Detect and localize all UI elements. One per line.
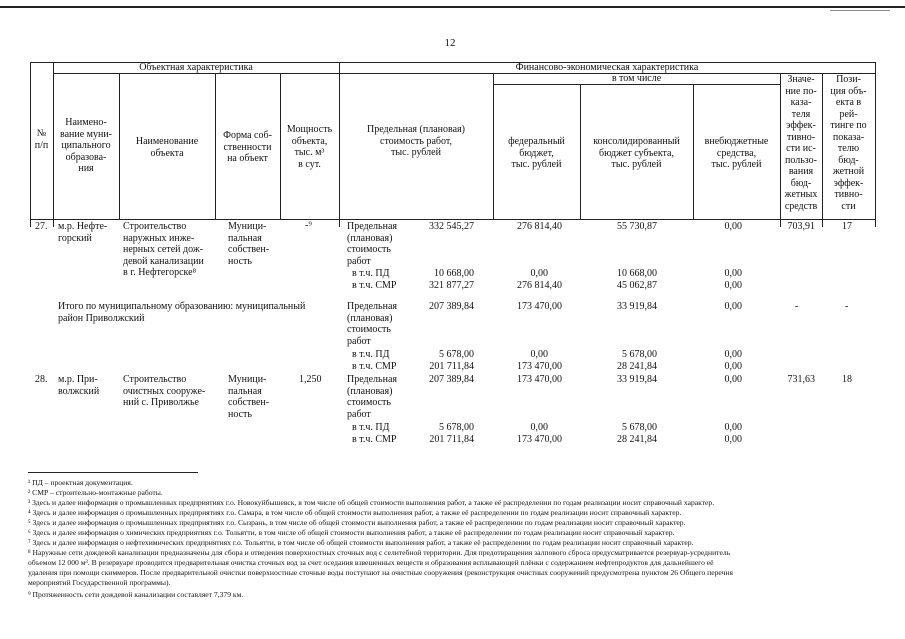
footnote: ⁹ Протяженность сети дождевой канализации составляет 7,379 км.	[28, 590, 244, 599]
row-label-line: работ	[347, 255, 371, 267]
footnote: ³ Здесь и далее информация о промышленных предприятиях г.о. Новокуйбышевск, в том числе об общей стоимости выполнения работ, а также её распределении по годам реализации носит справочный характер.	[28, 498, 715, 507]
row-cons-value: 33 919,84	[617, 374, 657, 385]
header-rank-line: телю	[837, 143, 860, 154]
row-total-value: 207 389,84	[429, 301, 474, 312]
header-rank-line: бюд-	[838, 154, 859, 166]
header-num	[30, 128, 53, 151]
row-pd-ext: 0,00	[724, 268, 742, 279]
row-label-line: стоимость	[347, 324, 391, 335]
header-mun-line: ния	[78, 163, 94, 174]
header-cons-line: консолидированный	[593, 136, 680, 147]
row-total-value: 332 545,27	[429, 221, 474, 232]
row-obj-line: Строительство	[123, 221, 187, 232]
header-fin-group: Финансово-экономическая характеристика	[515, 62, 699, 73]
row-mun-line: м.р. При-	[58, 374, 98, 385]
header-obj-name	[119, 136, 215, 159]
header-eff-line: сти ис-	[786, 143, 816, 154]
row-ext-value: 0,00	[724, 301, 742, 312]
header-mun-line: вание муни-	[59, 128, 113, 140]
header-ext-line: средства,	[716, 147, 757, 159]
row-pd-fed: 0,00	[530, 268, 548, 279]
header-eff-line: тивно-	[786, 131, 816, 143]
row-mun-line: волжский	[58, 385, 100, 397]
header-obj-group: Объектная характеристика	[139, 62, 253, 73]
row-form-line: пальная	[228, 385, 262, 397]
row-smr-ext: 0,00	[724, 361, 742, 372]
vline-right	[875, 62, 876, 220]
footnote: удаления при помощи скиммеров. После предварительной очистки поверхностные сточные воды поступают на очистные сооружения (реконструкция очистных сооружений предусмотрена пунктом 26 Общего перечня	[28, 568, 733, 577]
row-label-line: Предельная	[347, 301, 397, 312]
row-mun-line: горский	[58, 232, 92, 244]
header-power-line: Мощность	[286, 124, 333, 135]
subtotal-label-line: Итого по муниципальному образованию: муниципальный	[58, 301, 306, 312]
subtotal-label	[58, 301, 305, 324]
header-rank	[822, 74, 875, 212]
header-form-line: на объект	[227, 153, 268, 164]
row-eff-value: -	[795, 301, 799, 312]
header-eff-line: пользо-	[785, 154, 817, 166]
row-label	[347, 374, 397, 420]
header-eff-line: теля	[791, 108, 811, 120]
row-form-line: собствен-	[228, 397, 270, 408]
footnote: мероприятий Государственной программы).	[28, 578, 171, 587]
header-rank-line: екта в	[835, 97, 862, 108]
row-mun	[58, 221, 107, 244]
row-ext-value: 0,00	[724, 221, 742, 232]
row-obj-line: ний с. Приволжье	[123, 397, 199, 408]
row-smr-cons: 28 241,84	[617, 434, 657, 445]
row-obj-line: наружных инже-	[123, 232, 195, 244]
row-cons-value: 33 919,84	[617, 301, 657, 312]
row-obj	[123, 374, 205, 409]
subtotal-label-line: район Приволжский	[58, 312, 145, 324]
header-fed-line: тыс. рублей	[511, 159, 562, 170]
row-pd-cons: 5 678,00	[622, 349, 657, 360]
row-form-line: ность	[228, 408, 252, 420]
header-rank-line: рей-	[839, 108, 858, 120]
row-fed-value: 173 470,00	[517, 301, 562, 312]
row-rank-value: -	[845, 301, 849, 312]
footnote: ⁶ Здесь и далее информация о химических предприятиях г.о. Тольятти, в том числе об общей стоимости выполнения работ, а также её распределении по годам реализации носит справочный характер.	[28, 528, 675, 537]
row-label-line: Предельная	[347, 374, 397, 385]
row-smr-ext: 0,00	[724, 434, 742, 445]
footnote-separator	[28, 472, 198, 473]
row-form-line: Муници-	[228, 221, 267, 232]
footnote: ⁷ Здесь и далее информация о нефтехимических предприятиях г.о. Тольятти, в том числе об общей стоимости выполнения работ, а также её распределении по годам реализации носит справочный характер.	[28, 538, 694, 547]
row-fed-value: 276 814,40	[517, 221, 562, 232]
row-pd-label: в т.ч. ПД	[352, 349, 390, 360]
header-eff-line: каза-	[790, 97, 812, 108]
header-limit-line: тыс. рублей	[391, 147, 441, 158]
footnote: объемом 12 000 м³. В резервуаре проводится предварительная очистка сточных вод за счет оседания взвешенных веществ и образования всплывающей плёнки с содержанием нефтепродуктов для дальнейшего её	[28, 558, 714, 567]
header-rank-line: тивно-	[834, 189, 863, 200]
row-label-line: стоимость	[347, 244, 391, 255]
footnote: ¹ ПД – проектная документация.	[28, 478, 133, 487]
row-cons-value: 55 730,87	[617, 221, 657, 232]
row-label-line: работ	[347, 335, 371, 347]
row-label-line: работ	[347, 408, 371, 420]
row-label-line: (плановая)	[347, 232, 393, 244]
row-obj-line: очистных сооруже-	[123, 385, 206, 397]
row-obj-line: нерных сетей дож-	[123, 244, 204, 255]
row-num: 28.	[35, 374, 48, 385]
row-fed-value: 173 470,00	[517, 374, 562, 385]
row-power: 1,250	[299, 374, 322, 385]
vline-body-1	[53, 219, 54, 227]
row-smr-total: 201 711,84	[429, 434, 474, 445]
header-obj-name-line: объекта	[150, 147, 184, 159]
row-pd-label: в т.ч. ПД	[352, 422, 390, 433]
row-obj-line: девой канализации	[123, 255, 204, 267]
header-eff-line: жетных	[784, 189, 818, 200]
header-ext-line: внебюджетные	[704, 136, 769, 147]
row-obj-line: Строительство	[123, 374, 187, 385]
header-obj-name-line: Наименование	[135, 136, 199, 147]
header-power-line: в сут.	[298, 158, 321, 170]
row-total-value: 207 389,84	[429, 374, 474, 385]
header-power-line: тыс. м³	[294, 147, 325, 158]
header-eff-line: ние по-	[785, 85, 817, 97]
row-rank-value: 18	[842, 374, 852, 385]
row-eff-value: 703,91	[787, 221, 815, 232]
header-rank-line: Пози-	[836, 74, 861, 85]
row-smr-total: 201 711,84	[429, 361, 474, 372]
header-incl: в том числе	[611, 73, 662, 84]
footnote: ⁵ Здесь и далее информация о промышленных предприятиях г.о. Сызрань, в том числе об общей стоимости выполнения работ, а также её распределении по годам реализации носит справочный характер.	[28, 518, 686, 527]
header-eff-line: средств	[784, 200, 818, 212]
row-smr-fed: 173 470,00	[517, 434, 562, 445]
header-power	[280, 124, 339, 170]
row-pd-fed: 0,00	[530, 349, 548, 360]
vline-body-5	[339, 219, 340, 227]
row-eff-value: 731,63	[787, 374, 815, 385]
header-mun-line: Наимено-	[65, 117, 107, 128]
row-pd-fed: 0,00	[530, 422, 548, 433]
top-scan-border	[0, 6, 905, 8]
row-smr-fed: 173 470,00	[517, 361, 562, 372]
row-form	[228, 374, 269, 420]
header-eff-line: эффек-	[786, 120, 816, 131]
row-pd-label: в т.ч. ПД	[352, 268, 390, 279]
row-pd-ext: 0,00	[724, 349, 742, 360]
row-label	[347, 301, 397, 347]
header-power-line: объекта,	[291, 135, 328, 147]
header-fed	[493, 136, 580, 171]
row-obj-line: в г. Нефтегорске⁸	[123, 267, 197, 278]
header-limit	[339, 124, 493, 159]
header-eff-line: Значе-	[787, 74, 815, 85]
row-smr-cons: 28 241,84	[617, 361, 657, 372]
header-cons-line: тыс. рублей	[611, 159, 662, 170]
row-smr-total: 321 877,27	[429, 280, 474, 291]
row-power: -⁹	[305, 220, 312, 231]
footnote: ⁸ Наружные сети дождевой канализации предназначены для сбора и отведения поверхностных сточных вод с селитебной территории. Для предотвращения залпового сброса предусматривается резервуар-усреднитель	[28, 548, 731, 557]
header-fed-line: федеральный	[508, 136, 565, 147]
row-label-line: (плановая)	[347, 312, 393, 324]
row-ext-value: 0,00	[724, 374, 742, 385]
row-smr-cons: 45 062,87	[617, 280, 657, 291]
row-pd-total: 5 678,00	[439, 422, 474, 433]
row-pd-total: 5 678,00	[439, 349, 474, 360]
header-eff-line: бюд-	[790, 177, 812, 189]
top-right-mark	[830, 10, 890, 11]
header-rank-line: тинге по	[830, 120, 867, 131]
row-smr-label: в т.ч. СМР	[352, 434, 397, 445]
row-smr-label: в т.ч. СМР	[352, 280, 397, 291]
page-number: 12	[444, 37, 456, 49]
row-rank-value: 17	[842, 221, 852, 232]
header-limit-line: стоимость работ,	[380, 135, 452, 147]
header-fed-line: бюджет,	[519, 147, 554, 159]
row-pd-ext: 0,00	[724, 422, 742, 433]
header-num-line: п/п	[34, 139, 49, 151]
header-rank-line: сти	[841, 200, 856, 212]
row-obj	[123, 221, 204, 279]
row-num: 27.	[35, 221, 48, 232]
footnote: ² СМР – строительно-монтажные работы.	[28, 488, 163, 497]
header-rank-line: эффек-	[833, 177, 864, 189]
row-form	[228, 221, 269, 267]
header-eff-line: вания	[788, 166, 814, 177]
header-form-line: ственности	[223, 141, 272, 153]
header-cons	[580, 136, 693, 171]
footnote: ⁴ Здесь и далее информация о промышленных предприятиях г.о. Самара, в том числе об общей стоимости выполнения работ, а также её распределении по годам реализации носит справочный характер.	[28, 508, 682, 517]
row-smr-label: в т.ч. СМР	[352, 361, 397, 372]
header-limit-line: Предельная (плановая)	[367, 124, 465, 135]
vline-body-10	[822, 219, 823, 227]
header-ext-line: тыс. рублей	[711, 159, 762, 170]
row-form-line: собствен-	[228, 244, 270, 255]
header-bottom-border	[30, 219, 875, 220]
header-form-line: Форма соб-	[223, 130, 272, 141]
row-smr-fed: 276 814,40	[517, 280, 562, 291]
row-label-line: Предельная	[347, 221, 397, 232]
row-mun	[58, 374, 99, 397]
row-pd-cons: 5 678,00	[622, 422, 657, 433]
row-label	[347, 221, 397, 267]
row-pd-cons: 10 668,00	[617, 268, 657, 279]
row-smr-ext: 0,00	[724, 280, 742, 291]
header-num-line: №	[36, 128, 47, 139]
row-form-line: ность	[228, 255, 252, 267]
header-ext	[693, 136, 780, 171]
header-form	[215, 130, 280, 165]
header-mun-line: образова-	[65, 151, 107, 163]
header-rank-line: жетной	[832, 166, 865, 177]
header-mun-line: ципального	[61, 140, 111, 151]
row-mun-line: м.р. Нефте-	[58, 221, 108, 232]
vline-body-right	[875, 219, 876, 227]
row-pd-total: 10 668,00	[434, 268, 474, 279]
row-form-line: пальная	[228, 232, 262, 244]
header-cons-line: бюджет субъекта,	[598, 147, 674, 159]
header-eff	[780, 74, 822, 212]
row-label-line: стоимость	[347, 397, 391, 408]
row-form-line: Муници-	[228, 374, 267, 385]
header-mun	[53, 117, 119, 175]
row-label-line: (плановая)	[347, 385, 393, 397]
vline-body-left	[30, 219, 31, 227]
header-rank-line: показа-	[832, 131, 865, 143]
header-rank-line: ция объ-	[830, 85, 867, 97]
